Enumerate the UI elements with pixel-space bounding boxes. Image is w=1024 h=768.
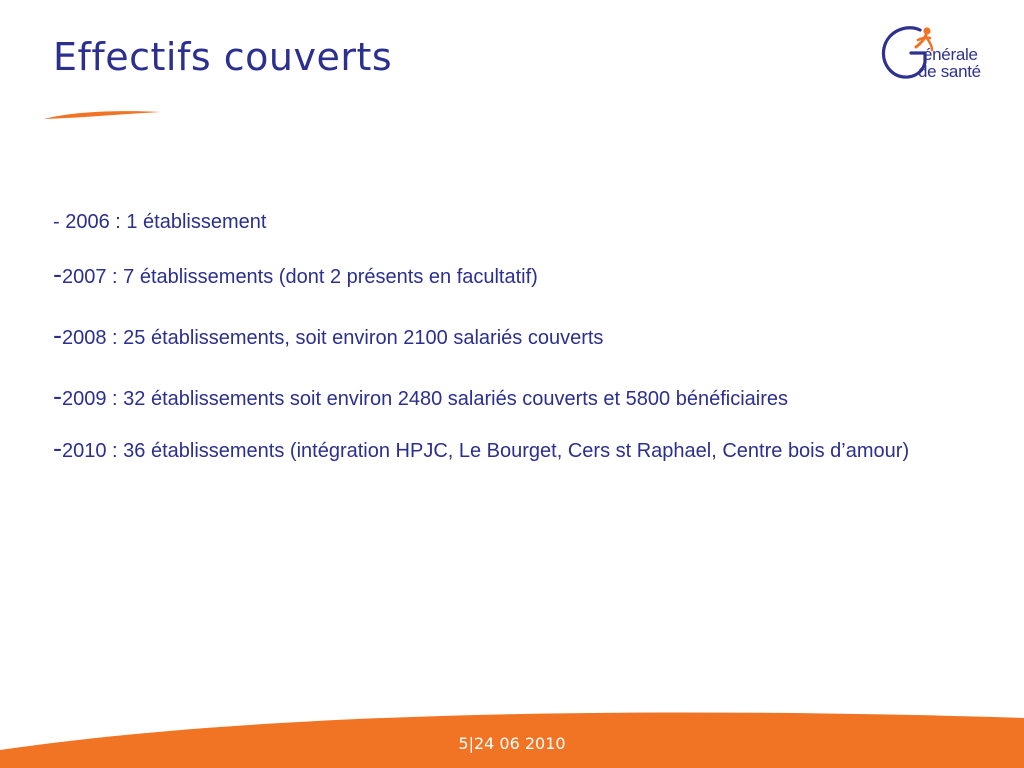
generale-de-sante-logo bbox=[880, 22, 1002, 84]
logo-text-line1: énérale bbox=[923, 45, 978, 64]
slide-title: Effectifs couverts bbox=[53, 35, 393, 79]
bullet-dash: - bbox=[53, 320, 62, 350]
bullet-text: 2010 : 36 établissements (intégration HPJC, Le Bourget, Cers st Raphael, Centre bois d’amour) bbox=[62, 440, 910, 462]
bullet-text: 2008 : 25 établissements, soit environ 2100 salariés couverts bbox=[62, 327, 604, 349]
bullet-dash: - bbox=[53, 259, 62, 289]
bullet-text: 2009 : 32 établissements soit environ 2480 salariés couverts et 5800 bénéficiaires bbox=[62, 388, 788, 410]
bullet-list bbox=[53, 210, 933, 499]
title-underline-swoosh bbox=[44, 108, 160, 124]
bullet-item-2009 bbox=[53, 381, 933, 411]
bullet-text: 2006 : 1 établissement bbox=[65, 211, 267, 233]
bullet-item-2007 bbox=[53, 259, 933, 289]
logo-text-line2: de santé bbox=[918, 62, 981, 81]
bullet-dash: - bbox=[53, 381, 62, 411]
bullet-item-2006 bbox=[53, 210, 933, 234]
footer-page-date: 5|24 06 2010 bbox=[458, 734, 566, 753]
bullet-text: 2007 : 7 établissements (dont 2 présents en facultatif) bbox=[62, 266, 538, 288]
bullet-dash: - bbox=[53, 433, 62, 463]
bullet-item-2010 bbox=[53, 433, 933, 463]
bullet-item-2008 bbox=[53, 320, 933, 350]
bullet-dash: - bbox=[53, 211, 66, 233]
